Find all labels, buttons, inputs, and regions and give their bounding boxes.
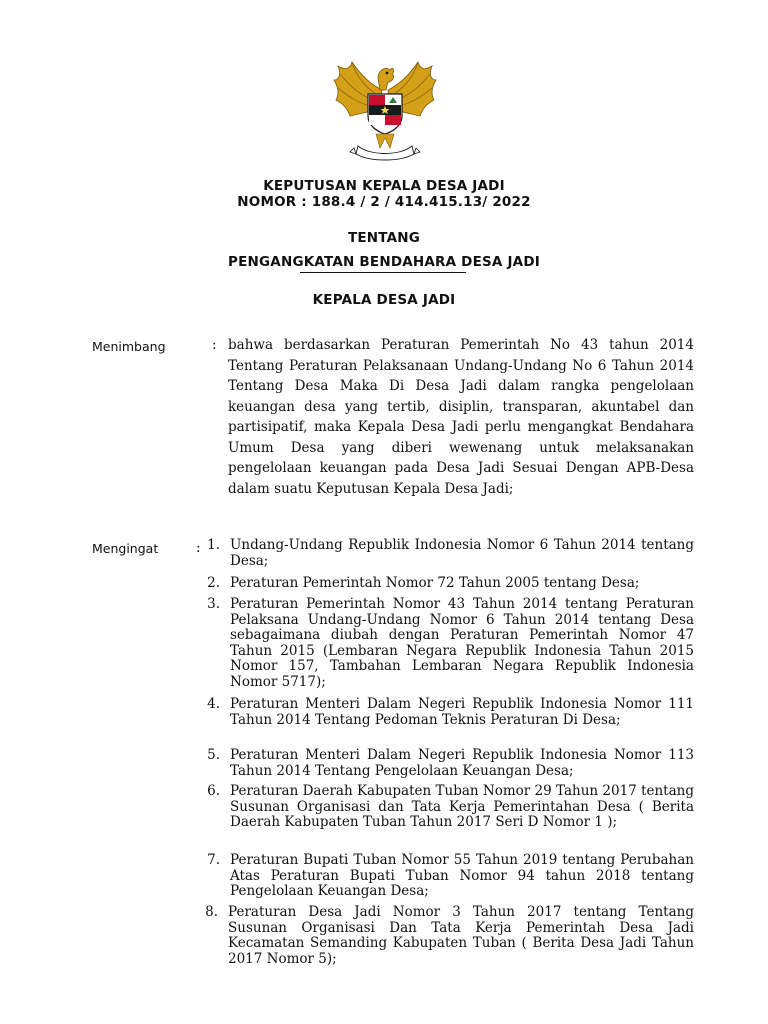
issuer-heading: KEPALA DESA JADI xyxy=(312,292,456,308)
list-item-number: 5. xyxy=(207,747,220,763)
list-item-text: Peraturan Menteri Dalam Negeri Republik Indonesia Nomor 113 Tahun 2014 Tentang Pengelolaan Keuangan Desa; xyxy=(230,747,694,779)
list-item-text: Peraturan Daerah Kabupaten Tuban Nomor 29 Tahun 2017 tentang Susunan Organisasi dan Tata Kerja Pemerintahan Desa ( Berita Daerah Kabupaten Tuban Tahun 2017 Seri D Nomor 1 ); xyxy=(230,783,694,830)
list-item-number: 1. xyxy=(207,537,220,553)
garuda-emblem xyxy=(330,56,440,164)
decree-number: NOMOR : 188.4 / 2 / 414.415.13/ 2022 xyxy=(237,194,531,210)
list-item-number: 3. xyxy=(207,596,220,612)
pancasila-shield xyxy=(368,94,402,134)
list-item-number: 2. xyxy=(207,575,220,591)
garuda-head xyxy=(378,68,394,90)
list-item-text: Peraturan Bupati Tuban Nomor 55 Tahun 2019 tentang Perubahan Atas Peraturan Bupati Tuban Nomor 94 tahun 2018 tentang Pengelolaan Keuangan Desa; xyxy=(230,852,694,899)
list-item-text: Undang-Undang Republik Indonesia Nomor 6 Tahun 2014 tentang Desa; xyxy=(230,537,694,569)
list-item-text: Peraturan Desa Jadi Nomor 3 Tahun 2017 tentang Tentang Susunan Organisasi Dan Tata Kerja Pemerintah Desa Jadi Kecamatan Semanding Kabupaten Tuban ( Berita Desa Jadi Tahun 2017 Nomor 5); xyxy=(228,904,694,967)
title-underline xyxy=(300,272,466,273)
list-item-number: 7. xyxy=(207,852,220,868)
decree-subject: PENGANGKATAN BENDAHARA DESA JADI xyxy=(228,254,540,270)
list-item-text: Peraturan Menteri Dalam Negeri Republik Indonesia Nomor 111 Tahun 2014 Tentang Pedoman Teknis Peraturan Di Desa; xyxy=(230,696,694,728)
mengingat-colon: : xyxy=(196,540,201,556)
list-item-number: 6. xyxy=(207,783,220,799)
decree-title: KEPUTUSAN KEPALA DESA JADI xyxy=(263,178,505,194)
list-item-text: Peraturan Pemerintah Nomor 43 Tahun 2014 tentang Peraturan Pelaksana Undang-Undang Nomor 6 Tahun 2014 tentang Desa sebagaimana diubah dengan Peraturan Pemerintah Nomor 47 Tahun 2015 (Lembaran Negara Republik Indonesia Tahun 2015 Nomor 157, Tambahan Lembaran Negara Republik Indonesia Nomor 5717); xyxy=(230,596,694,690)
mengingat-label: Mengingat xyxy=(92,541,159,556)
tail-feathers xyxy=(376,134,394,148)
menimbang-label: Menimbang xyxy=(92,339,166,354)
about-label: TENTANG xyxy=(347,230,421,246)
motto-ribbon xyxy=(350,146,420,160)
list-item-number: 4. xyxy=(207,696,220,712)
list-item-number: 8. xyxy=(205,904,218,920)
menimbang-colon: : xyxy=(212,337,217,353)
list-item-text: Peraturan Pemerintah Nomor 72 Tahun 2005 tentang Desa; xyxy=(230,575,640,591)
menimbang-text: bahwa berdasarkan Peraturan Pemerintah No 43 tahun 2014 Tentang Peraturan Pelaksanaan Undang-Undang No 6 Tahun 2014 Tentang Desa Maka Di Desa Jadi dalam rangka pengelolaan keuangan desa yang tertib, disiplin, transparan, akuntabel dan partisipatif, maka Kepala Desa Jadi perlu mengangkat Bendahara Umum Desa yang diberi wewenang untuk melaksanakan pengelolaan keuangan pada Desa Jadi Sesuai Dengan APB-Desa dalam suatu Keputusan Kepala Desa Jadi; xyxy=(228,337,694,497)
